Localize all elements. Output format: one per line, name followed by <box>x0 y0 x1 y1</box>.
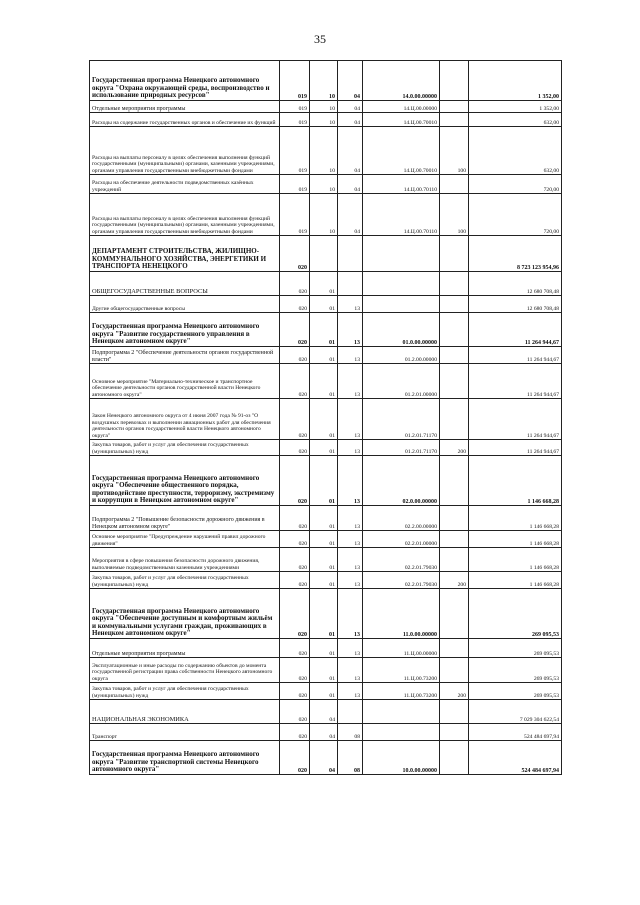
row-amount: 12 680 708,48 <box>469 296 562 313</box>
row-ministry-code: 020 <box>280 639 310 658</box>
row-target-code: 14.Ц.00.70010 <box>363 113 440 127</box>
row-target-code: 02.2.01.00000 <box>363 531 440 548</box>
row-amount: 1 146 668,28 <box>469 456 562 506</box>
row-subsection-code: 13 <box>338 347 363 364</box>
row-amount: 632,00 <box>469 113 562 127</box>
table-row <box>90 639 562 658</box>
row-expense-type <box>440 506 469 531</box>
row-name: Закупка товаров, работ и услуг для обеспечения государственных (муниципальных) нужд <box>90 440 280 456</box>
table-row <box>90 296 562 313</box>
row-section-code: 01 <box>310 272 338 296</box>
table-row <box>90 194 562 236</box>
row-target-code: 10.0.00.00000 <box>363 741 440 775</box>
row-expense-type <box>440 589 469 639</box>
row-name: ОБЩЕГОСУДАРСТВЕННЫЕ ВОПРОСЫ <box>90 272 280 296</box>
row-section-code: 10 <box>310 127 338 175</box>
row-expense-type <box>440 296 469 313</box>
row-expense-type <box>440 399 469 440</box>
row-section-code: 01 <box>310 658 338 683</box>
row-subsection-code: 04 <box>338 113 363 127</box>
row-expense-type <box>440 724 469 741</box>
table-row <box>90 61 562 101</box>
row-ministry-code: 020 <box>280 589 310 639</box>
row-target-code: 14.Ц.00.70110 <box>363 194 440 236</box>
row-section-code: 10 <box>310 101 338 113</box>
row-name: Подпрограмма 2 "Повышение безопасности дорожного движения в Ненецком автономном округе" <box>90 506 280 531</box>
row-subsection-code: 13 <box>338 683 363 700</box>
table-row <box>90 506 562 531</box>
row-name: Мероприятия в сфере повышения безопасности дорожного движения, выполняемые подведомственными казенными учреждениями <box>90 548 280 572</box>
row-name: Отдельные мероприятия программы <box>90 101 280 113</box>
row-name: Закон Ненецкого автономного округа от 4 июня 2007 года № 91-оз "О воздушных перевозках и выполнении авиационных работ для обеспечения деятельности органов государственной власти Ненецкого автономного округа" <box>90 399 280 440</box>
table-row <box>90 175 562 194</box>
row-section-code: 01 <box>310 296 338 313</box>
row-section-code: 01 <box>310 531 338 548</box>
row-expense-type <box>440 61 469 101</box>
row-target-code: 11.Ц.00.73200 <box>363 683 440 700</box>
row-name: Государственная программа Ненецкого автономного округа "Обеспечение общественного порядка, противодействие преступности, терроризму, экстремизму и коррупции в Ненецком автономном округе" <box>90 456 280 506</box>
row-ministry-code: 020 <box>280 700 310 724</box>
row-name: Расходы на выплаты персоналу в целях обеспечения выполнения функций государственными (муниципальными) органами, казенными учреждениями, органами управления государственными внебюджетными фондами <box>90 194 280 236</box>
table-row <box>90 589 562 639</box>
row-ministry-code: 019 <box>280 127 310 175</box>
row-subsection-code <box>338 236 363 272</box>
row-amount: 524 484 697,94 <box>469 724 562 741</box>
row-name: Подпрограмма 2 "Обеспечение деятельности органов государственной власти" <box>90 347 280 364</box>
row-subsection-code: 13 <box>338 572 363 589</box>
row-subsection-code: 13 <box>338 658 363 683</box>
table-row <box>90 236 562 272</box>
table-row <box>90 364 562 399</box>
row-subsection-code: 13 <box>338 531 363 548</box>
row-target-code: 14.Ц.00.70110 <box>363 175 440 194</box>
table-row <box>90 272 562 296</box>
row-expense-type: 200 <box>440 683 469 700</box>
row-subsection-code <box>338 700 363 724</box>
table-row <box>90 658 562 683</box>
row-amount: 1 352,00 <box>469 61 562 101</box>
row-name: Государственная программа Ненецкого автономного округа "Охрана окружающей среды, воспроизводство и использование природных ресурсов" <box>90 61 280 101</box>
row-target-code: 14.Ц.00.70010 <box>363 127 440 175</box>
row-name: Государственная программа Ненецкого автономного округа "Обеспечение доступным и комфортным жильём и коммунальными услугами граждан, проживающих в Ненецком автономном округе" <box>90 589 280 639</box>
row-ministry-code: 020 <box>280 683 310 700</box>
row-expense-type <box>440 313 469 347</box>
table-row <box>90 399 562 440</box>
table-row <box>90 741 562 775</box>
table-row <box>90 347 562 364</box>
table-row <box>90 531 562 548</box>
row-subsection-code: 13 <box>338 296 363 313</box>
row-name: Основное мероприятие "Материально-техническое и транспортное обеспечение деятельности органов государственной власти Ненецкого автономного округа" <box>90 364 280 399</box>
row-section-code: 01 <box>310 456 338 506</box>
table-row <box>90 127 562 175</box>
row-amount: 269 095,53 <box>469 589 562 639</box>
row-subsection-code: 08 <box>338 741 363 775</box>
row-section-code: 01 <box>310 548 338 572</box>
row-ministry-code: 020 <box>280 440 310 456</box>
row-amount: 1 146 668,28 <box>469 506 562 531</box>
row-ministry-code: 019 <box>280 113 310 127</box>
row-subsection-code: 13 <box>338 506 363 531</box>
table-row <box>90 113 562 127</box>
row-ministry-code: 019 <box>280 61 310 101</box>
row-section-code: 01 <box>310 364 338 399</box>
row-name: Расходы на содержание государственных органов и обеспечение их функций <box>90 113 280 127</box>
row-amount: 720,00 <box>469 194 562 236</box>
row-name: Отдельные мероприятия программы <box>90 639 280 658</box>
table-row <box>90 456 562 506</box>
row-amount: 632,00 <box>469 127 562 175</box>
row-expense-type <box>440 456 469 506</box>
row-ministry-code: 020 <box>280 399 310 440</box>
row-subsection-code: 04 <box>338 194 363 236</box>
row-amount: 11 264 944,67 <box>469 313 562 347</box>
row-target-code: 02.2.00.00000 <box>363 506 440 531</box>
row-target-code: 02.2.01.79030 <box>363 548 440 572</box>
row-section-code: 01 <box>310 347 338 364</box>
row-name: Расходы на обеспечение деятельности подведомственных казённых учреждений <box>90 175 280 194</box>
row-target-code: 01.0.00.00000 <box>363 313 440 347</box>
row-expense-type: 100 <box>440 127 469 175</box>
row-subsection-code: 04 <box>338 127 363 175</box>
row-subsection-code: 04 <box>338 175 363 194</box>
page-number: 35 <box>314 32 326 46</box>
row-name: Основное мероприятие "Предупреждение нарушений правил дорожного движения" <box>90 531 280 548</box>
row-amount: 11 264 944,67 <box>469 399 562 440</box>
row-subsection-code: 13 <box>338 364 363 399</box>
table-row <box>90 313 562 347</box>
row-expense-type: 200 <box>440 440 469 456</box>
row-name: Эксплуатационные и иные расходы по содержанию объектов до момента государственной регистрации права собственности Ненецкого автономного округа <box>90 658 280 683</box>
row-ministry-code: 020 <box>280 313 310 347</box>
row-name: НАЦИОНАЛЬНАЯ ЭКОНОМИКА <box>90 700 280 724</box>
table-row <box>90 724 562 741</box>
row-expense-type <box>440 531 469 548</box>
row-section-code: 10 <box>310 175 338 194</box>
row-expense-type <box>440 101 469 113</box>
row-ministry-code: 020 <box>280 272 310 296</box>
row-section-code: 10 <box>310 194 338 236</box>
row-amount: 1 352,00 <box>469 101 562 113</box>
row-ministry-code: 020 <box>280 347 310 364</box>
table-row <box>90 700 562 724</box>
row-section-code: 01 <box>310 683 338 700</box>
row-section-code: 04 <box>310 700 338 724</box>
row-expense-type <box>440 639 469 658</box>
row-amount: 269 095,53 <box>469 658 562 683</box>
row-ministry-code: 019 <box>280 101 310 113</box>
row-section-code: 01 <box>310 589 338 639</box>
row-expense-type <box>440 113 469 127</box>
row-target-code: 01.2.01.00000 <box>363 364 440 399</box>
row-target-code: 11.Ц.00.00000 <box>363 639 440 658</box>
row-target-code: 02.2.01.79030 <box>363 572 440 589</box>
row-target-code: 14.0.00.00000 <box>363 61 440 101</box>
row-expense-type <box>440 658 469 683</box>
row-expense-type <box>440 347 469 364</box>
row-subsection-code: 13 <box>338 456 363 506</box>
row-amount: 11 264 944,67 <box>469 440 562 456</box>
budget-table <box>89 60 562 775</box>
row-section-code: 01 <box>310 399 338 440</box>
row-expense-type: 100 <box>440 194 469 236</box>
row-amount: 1 146 668,28 <box>469 572 562 589</box>
row-expense-type <box>440 175 469 194</box>
row-target-code: 14.Ц.00.00000 <box>363 101 440 113</box>
row-amount: 11 264 944,67 <box>469 364 562 399</box>
row-expense-type <box>440 272 469 296</box>
row-section-code: 01 <box>310 572 338 589</box>
row-amount: 11 264 944,67 <box>469 347 562 364</box>
row-ministry-code: 019 <box>280 175 310 194</box>
row-section-code <box>310 236 338 272</box>
row-ministry-code: 020 <box>280 548 310 572</box>
row-target-code <box>363 296 440 313</box>
row-target-code: 02.0.00.00000 <box>363 456 440 506</box>
row-amount: 8 723 123 954,96 <box>469 236 562 272</box>
row-name: Закупка товаров, работ и услуг для обеспечения государственных (муниципальных) нужд <box>90 572 280 589</box>
row-expense-type <box>440 364 469 399</box>
row-section-code: 01 <box>310 639 338 658</box>
row-subsection-code: 13 <box>338 589 363 639</box>
row-ministry-code: 020 <box>280 296 310 313</box>
row-name: Государственная программа Ненецкого автономного округа "Развитие государственного управления в Ненецком автономном округе" <box>90 313 280 347</box>
row-subsection-code: 04 <box>338 61 363 101</box>
row-name: Государственная программа Ненецкого автономного округа "Развитие транспортной системы Ненецкого автономного округа" <box>90 741 280 775</box>
row-ministry-code: 020 <box>280 531 310 548</box>
row-amount: 524 484 697,94 <box>469 741 562 775</box>
row-subsection-code: 13 <box>338 399 363 440</box>
row-amount: 720,00 <box>469 175 562 194</box>
row-expense-type <box>440 548 469 572</box>
row-ministry-code: 019 <box>280 194 310 236</box>
row-target-code <box>363 272 440 296</box>
row-expense-type <box>440 236 469 272</box>
row-section-code: 04 <box>310 741 338 775</box>
row-expense-type <box>440 741 469 775</box>
row-subsection-code: 08 <box>338 724 363 741</box>
table-row <box>90 548 562 572</box>
row-ministry-code: 020 <box>280 506 310 531</box>
row-name: Транспорт <box>90 724 280 741</box>
row-amount: 269 095,53 <box>469 639 562 658</box>
row-subsection-code: 13 <box>338 548 363 572</box>
row-name: Другие общегосударственные вопросы <box>90 296 280 313</box>
row-target-code <box>363 236 440 272</box>
row-subsection-code <box>338 272 363 296</box>
row-section-code: 01 <box>310 313 338 347</box>
row-name: Расходы на выплаты персоналу в целях обеспечения выполнения функций государственными (муниципальными) органами, казенными учреждениями, органами управления государственными внебюджетными фондами <box>90 127 280 175</box>
row-name: ДЕПАРТАМЕНТ СТРОИТЕЛЬСТВА, ЖИЛИЩНО-КОММУНАЛЬНОГО ХОЗЯЙСТВА, ЭНЕРГЕТИКИ И ТРАНСПОРТА НЕНЕЦКОГО <box>90 236 280 272</box>
row-ministry-code: 020 <box>280 456 310 506</box>
row-subsection-code: 04 <box>338 101 363 113</box>
row-target-code: 11.0.00.00000 <box>363 589 440 639</box>
row-ministry-code: 020 <box>280 658 310 683</box>
row-ministry-code: 020 <box>280 364 310 399</box>
row-expense-type <box>440 700 469 724</box>
row-section-code: 10 <box>310 113 338 127</box>
table-row <box>90 683 562 700</box>
row-section-code: 01 <box>310 506 338 531</box>
row-target-code <box>363 724 440 741</box>
row-expense-type: 200 <box>440 572 469 589</box>
row-target-code: 11.Ц.00.73200 <box>363 658 440 683</box>
row-name: Закупка товаров, работ и услуг для обеспечения государственных (муниципальных) нужд <box>90 683 280 700</box>
table-row <box>90 572 562 589</box>
row-target-code: 01.2.01.71170 <box>363 399 440 440</box>
row-ministry-code: 020 <box>280 236 310 272</box>
row-ministry-code: 020 <box>280 741 310 775</box>
row-amount: 12 680 708,48 <box>469 272 562 296</box>
row-section-code: 10 <box>310 61 338 101</box>
table-row <box>90 440 562 456</box>
row-target-code: 01.2.00.00000 <box>363 347 440 364</box>
row-section-code: 04 <box>310 724 338 741</box>
row-amount: 269 095,53 <box>469 683 562 700</box>
table-row <box>90 101 562 113</box>
row-ministry-code: 020 <box>280 572 310 589</box>
row-subsection-code: 13 <box>338 639 363 658</box>
row-amount: 7 029 304 622,54 <box>469 700 562 724</box>
row-subsection-code: 13 <box>338 313 363 347</box>
row-amount: 1 146 668,28 <box>469 531 562 548</box>
row-subsection-code: 13 <box>338 440 363 456</box>
row-amount: 1 146 668,28 <box>469 548 562 572</box>
row-target-code: 01.2.01.71170 <box>363 440 440 456</box>
row-target-code <box>363 700 440 724</box>
row-section-code: 01 <box>310 440 338 456</box>
row-ministry-code: 020 <box>280 724 310 741</box>
